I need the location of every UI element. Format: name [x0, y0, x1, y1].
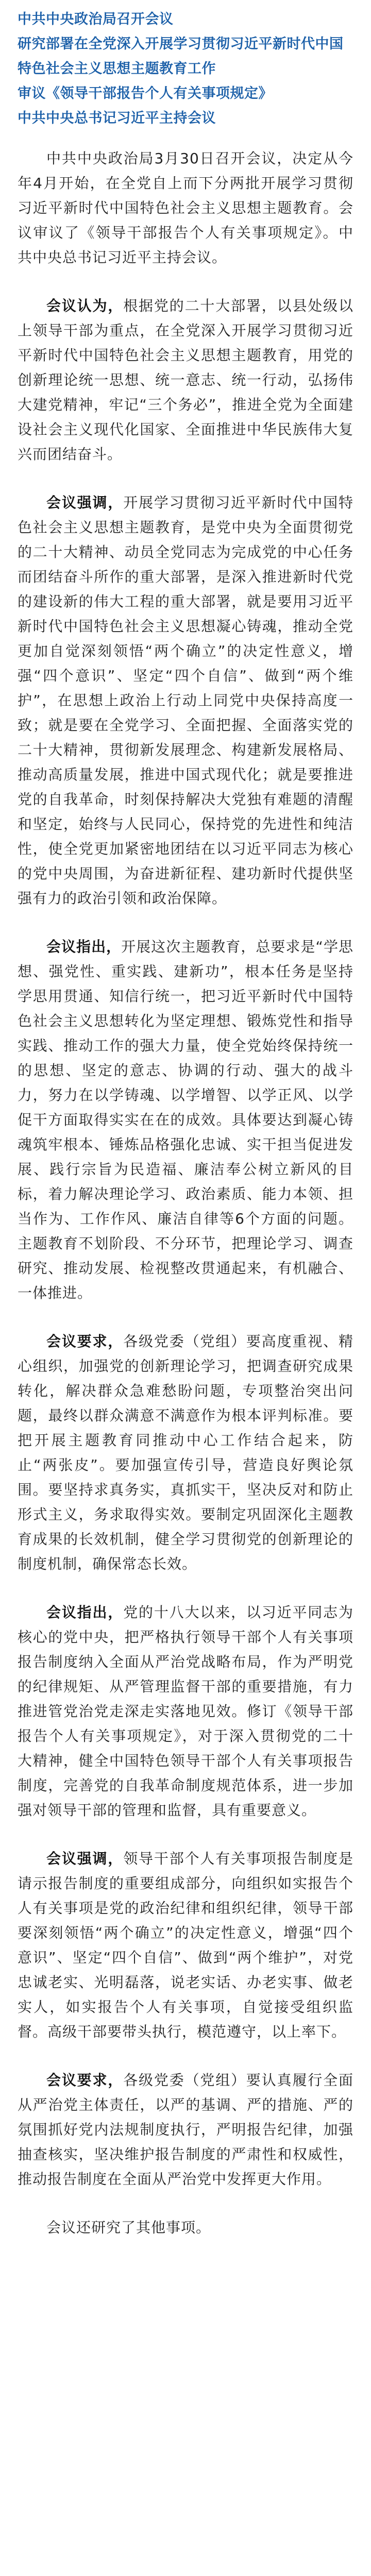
paragraph-text: 各级党委（党组）要认真履行全面从严治党主体责任，以严的基调、严的措施、严的氛围抓好党内法规制度执行，严明报告纪律，加强抽查核实，坚决维护报告制度的严肃性和权威性，推动报告制度在全面从严治党中发挥更大作用。: [18, 2072, 353, 2188]
paragraph-meeting-emphasis-2: [18, 1846, 353, 2044]
paragraph-text: 党的十八大以来，以习近平同志为核心的党中央，把严格执行领导干部个人有关事项报告制度纳入全面从严治党战略布局，作为严明党的纪律规矩、从严管理监督干部的重要措施，有力推进管党治党走深走实落地见效。修订《领导干部报告个人有关事项规定》，对于深入贯彻党的二十大精神，健全中国特色领导干部个人有关事项报告制度，完善党的自我革命制度规范体系，进一步加强对领导干部的管理和监督，具有重要意义。: [18, 1604, 353, 1819]
paragraph-meeting-requirement: [18, 1329, 353, 1577]
article-headline: [18, 7, 353, 131]
headline-line-1: 中共中央政治局召开会议: [18, 11, 174, 27]
paragraph-meeting-point-2: [18, 1600, 353, 1823]
headline-line-2: 研究部署在全党深入开展学习贯彻习近平新时代中国特色社会主义思想主题教育工作: [18, 36, 344, 77]
headline-line-3: 审议《领导干部报告个人有关事项规定》: [18, 86, 273, 101]
paragraph-text: 会议还研究了其他事项。: [46, 2219, 211, 2236]
paragraph-meeting-emphasis: [18, 490, 353, 911]
paragraph-text: 开展这次主题教育，总要求是“学思想、强党性、重实践、建新功”，根本任务是坚持学思用贯通、知信行统一，把习近平新时代中国特色社会主义思想转化为坚定理想、锻炼党性和指导实践、推动工作的强大力量，使全党始终保持统一的思想、坚定的意志、协调的行动、强大的战斗力，努力在以学铸魂、以学增智、以学正风、以学促干方面取得实实在在的成效。具体要达到凝心铸魂筑牢根本、锤炼品格强化忠诚、实干担当促进发展、践行宗旨为民造福、廉洁奉公树立新风的目标，着力解决理论学习、政治素质、能力本领、担当作为、工作作风、廉洁自律等6个方面的问题。主题教育不划阶段、不分环节，把理论学习、调查研究、推动发展、检视整改贯通起来，有机融合、一体推进。: [18, 938, 353, 1301]
paragraph-text: 根据党的二十大部署，以县处级以上领导干部为重点，在全党深入开展学习贯彻习近平新时代中国特色社会主义思想主题教育，用党的创新理论统一思想、统一意志、统一行动，弘扬伟大建党精神，牢记“三个务必”，推进全党为全面建设社会主义现代化国家、全面推进中华民族伟大复兴而团结奋斗。: [18, 297, 353, 463]
paragraph-lead: 会议强调，: [46, 494, 124, 511]
paragraph-text: 各级党委（党组）要高度重视、精心组织，加强党的创新理论学习，把调查研究成果转化，解决群众急难愁盼问题，专项整治突出问题，最终以群众满意不满意作为根本评判标准。要把开展主题教育同推动中心工作结合起来，防止“两张皮”。要加强宣传引导，营造良好舆论氛围。要坚持求真务实，真抓实干，坚决反对和防止形式主义，务求取得实效。要制定巩固深化主题教育成果的长效机制，健全学习贯彻党的创新理论的制度机制，确保常态长效。: [18, 1333, 353, 1572]
paragraph-lead: 会议认为，: [46, 297, 124, 314]
headline-line-4: 中共中央总书记习近平主持会议: [18, 110, 216, 126]
paragraph-text: 开展学习贯彻习近平新时代中国特色社会主义思想主题教育，是党中央为全面贯彻党的二十大精神、动员全党同志为完成党的中心任务而团结奋斗所作的重大部署，是深入推进新时代党的建设新的伟大工程的重大部署，就是要用习近平新时代中国特色社会主义思想凝心铸魂，推动全党更加自觉深刻领悟“两个确立”的决定性意义，增强“四个意识”、坚定“四个自信”、做到“两个维护”，在思想上政治上行动上同党中央保持高度一致；就是要在全党学习、全面把握、全面落实党的二十大精神，贯彻新发展理念、构建新发展格局、推动高质量发展，推进中国式现代化；就是要推进党的自我革命，时刻保持解决大党独有难题的清醒和坚定，始终与人民同心，保持党的先进性和纯洁性，使全党更加紧密地团结在以习近平同志为核心的党中央周围，为奋进新征程、建功新时代提供坚强有力的政治引领和政治保障。: [18, 494, 353, 907]
paragraph-lead: 会议强调，: [46, 1850, 124, 1867]
paragraph-lead: 会议要求，: [46, 2072, 124, 2089]
paragraph-lead: 会议指出，: [46, 1604, 124, 1621]
paragraph-meeting-point: [18, 935, 353, 1306]
paragraph-meeting-requirement-2: [18, 2068, 353, 2192]
paragraph-closing: [18, 2215, 353, 2240]
paragraph-meeting-view: [18, 294, 353, 467]
paragraph-lead: 会议指出，: [46, 938, 122, 955]
paragraph-text: 领导干部个人有关事项报告制度是请示报告制度的重要组成部分，向组织如实报告个人有关事项是党的政治纪律和组织纪律，领导干部要深刻领悟“两个确立”的决定性意义，增强“四个意识”、坚定“四个自信”、做到“两个维护”，对党忠诚老实、光明磊落，说老实话、办老实事、做老实人，如实报告个人有关事项，自觉接受组织监督。高级干部要带头执行，模范遵守，以上率下。: [18, 1850, 353, 2040]
paragraph-intro: [18, 146, 353, 270]
paragraph-text: 中共中央政治局3月30日召开会议，决定从今年4月开始，在全党自上而下分两批开展学习贯彻习近平新时代中国特色社会主义思想主题教育。会议审议了《领导干部报告个人有关事项规定》。中共中央总书记习近平主持会议。: [18, 150, 353, 266]
paragraph-lead: 会议要求，: [46, 1333, 124, 1350]
